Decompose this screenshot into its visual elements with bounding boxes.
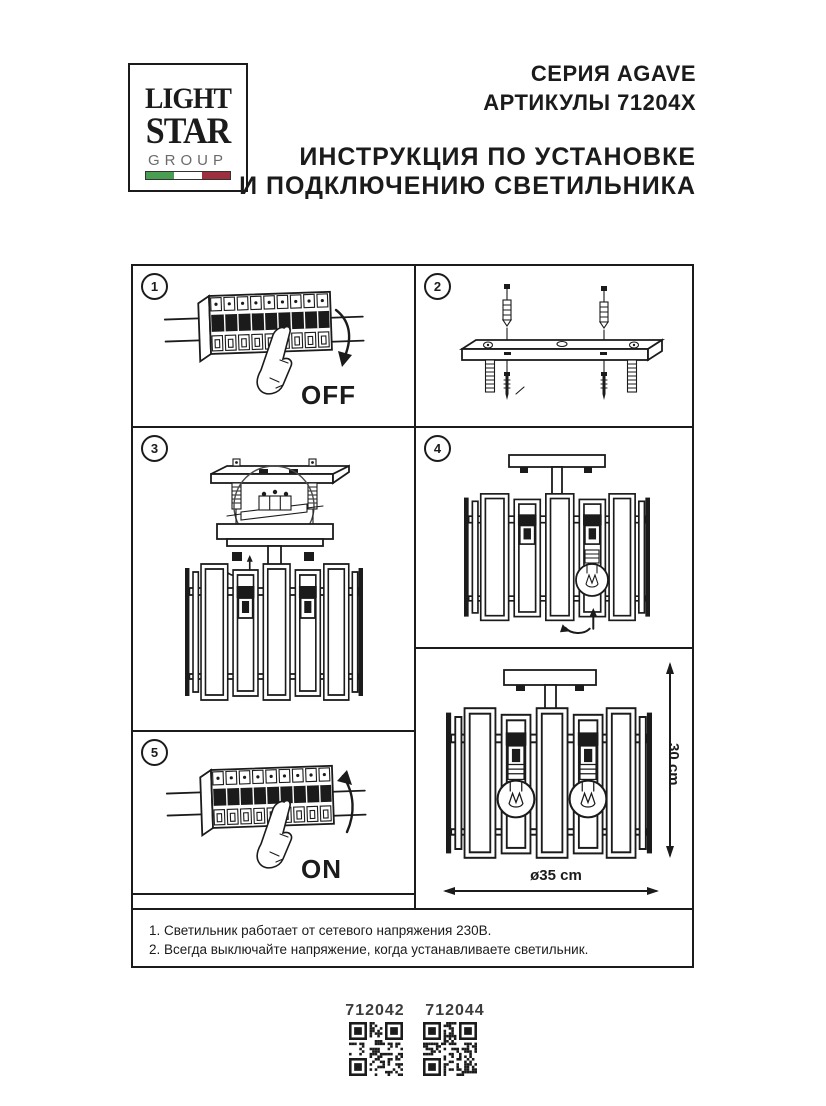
logo-word-group: GROUP — [147, 152, 228, 169]
mounting-bar-drawing — [416, 266, 696, 426]
step-number-3: 3 — [141, 435, 168, 462]
screw-icon — [504, 372, 510, 400]
wall-anchor-icon — [600, 286, 608, 328]
logo-word-light: LIGHT — [145, 82, 231, 115]
note-line-2: 2. Всегда выключайте напряжение, когда устанавливаете светильник. — [149, 942, 589, 957]
step-panel-4 — [416, 428, 696, 647]
breaker-off-drawing — [133, 266, 414, 426]
step-number-4: 4 — [424, 435, 451, 462]
step-panel-1 — [133, 266, 414, 426]
grid-divider-left-row3 — [133, 893, 414, 895]
logo-word-star: STAR — [145, 111, 231, 152]
step-number-5: 5 — [141, 739, 168, 766]
step-panel-5 — [133, 732, 414, 893]
instruction-title-line2: И ПОДКЛЮЧЕНИЮ СВЕТИЛЬНИКА — [239, 172, 696, 200]
instruction-title-line1: ИНСТРУКЦИЯ ПО УСТАНОВКЕ — [299, 143, 696, 171]
fixture-body-drawing — [185, 564, 363, 700]
fixture-mounting-drawing — [133, 428, 414, 730]
wall-anchor-icon — [503, 284, 511, 326]
italian-flag-icon — [145, 171, 231, 180]
bulb-install-drawing — [416, 428, 696, 647]
step-number-1: 1 — [141, 273, 168, 300]
threaded-stud-icon — [628, 360, 637, 392]
dimensions-panel — [416, 649, 696, 908]
articles-title: АРТИКУЛЫ 71204X — [483, 90, 696, 115]
screw-icon — [601, 372, 607, 400]
diameter-dimension-label: ø35 cm — [530, 867, 582, 884]
step-panel-3 — [133, 428, 414, 730]
qr-code-right — [423, 1022, 477, 1076]
step-number-2: 2 — [424, 273, 451, 300]
article-code-left: 712042 — [345, 1002, 405, 1019]
steps-grid — [131, 264, 694, 968]
step-panel-2 — [416, 266, 696, 426]
breaker-on-drawing — [133, 732, 414, 893]
on-label: ON — [301, 854, 342, 884]
arrow-down-icon — [338, 351, 352, 367]
article-code-right: 712044 — [425, 1002, 485, 1019]
qr-code-left — [349, 1022, 403, 1076]
note-line-1: 1. Светильник работает от сетевого напряжения 230В. — [149, 923, 492, 938]
threaded-stud-icon — [486, 360, 495, 392]
arrow-up-icon — [337, 770, 352, 785]
notes-panel — [133, 910, 692, 966]
series-title: СЕРИЯ AGAVE — [530, 61, 696, 86]
fixture-body-drawing — [446, 708, 652, 858]
height-dimension-label: 30 cm — [665, 743, 682, 786]
off-label: OFF — [301, 380, 356, 410]
lightstar-logo — [128, 63, 248, 192]
fixture-body-drawing — [464, 494, 650, 620]
